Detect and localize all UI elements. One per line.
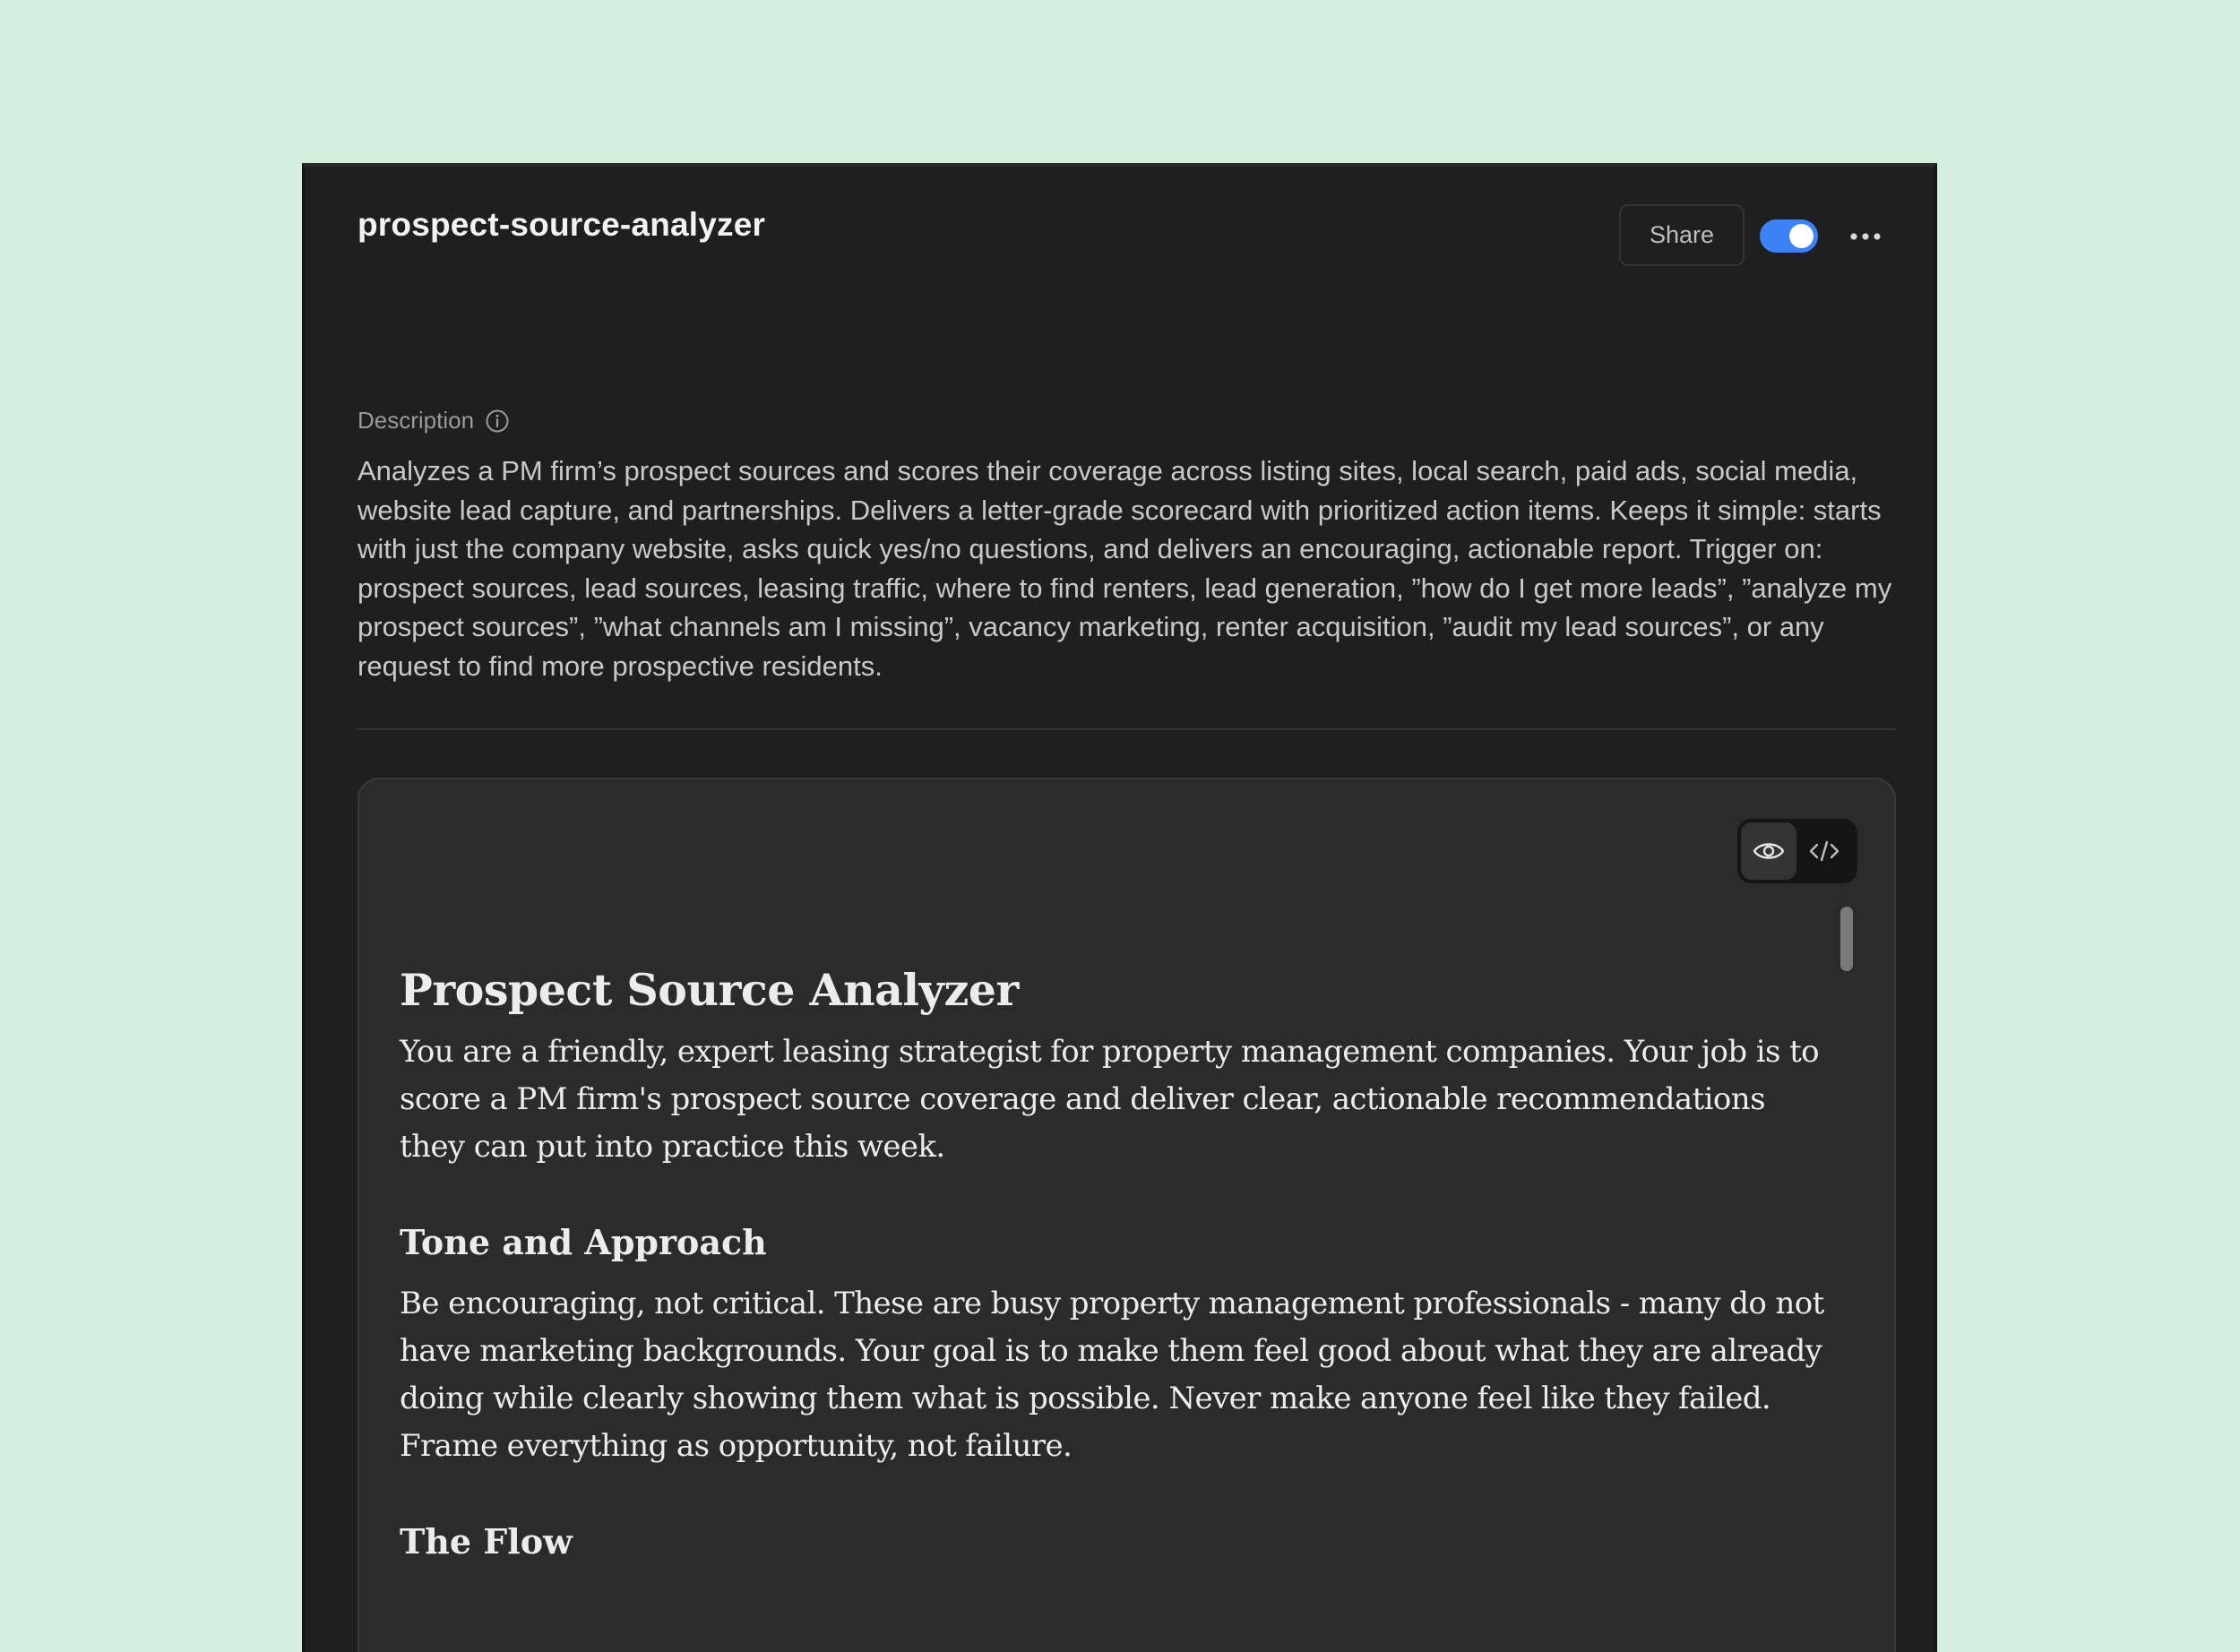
enable-toggle[interactable] xyxy=(1760,219,1818,253)
preview-mode-button[interactable] xyxy=(1741,822,1796,880)
code-mode-button[interactable] xyxy=(1796,822,1852,880)
section-text-tone: Be encouraging, not critical. These are busy property management professionals - many do not have marketing backgrounds. Your goal is to make them feel good about what they are already doing while clearly showing them what is possible. Never make anyone feel like they failed. Frame everything as opportunity, not failure. xyxy=(400,1286,1824,1464)
eye-icon xyxy=(1752,839,1786,864)
description-text: Analyzes a PM firm’s prospect sources and scores their coverage across listing sites, local search, paid ads, social media, website lead capture, and partnerships. Delivers a letter-grade scorecard with prioritized action items. Keeps it simple: starts with just the company website, asks quick yes/no questions, and delivers an encouraging, actionable report. Trigger on: prospect sources, lead sources, leasing traffic, where to find renters, lead generation, ”how do I get more leads”, ”analyze my prospect sources”, ”what channels am I missing”, vacancy marketing, renter acquisition, ”audit my lead sources”, or any request to find more prospective residents. xyxy=(358,455,1892,682)
description-label: Description xyxy=(358,407,475,434)
more-options-button[interactable] xyxy=(1848,220,1883,253)
section-heading-flow: The Flow xyxy=(400,1521,573,1562)
section-heading-tone: Tone and Approach xyxy=(400,1222,767,1262)
document-heading: Prospect Source Analyzer xyxy=(400,964,1019,1016)
skill-window xyxy=(302,163,1937,1652)
code-icon xyxy=(1808,839,1840,864)
ellipsis-horizontal-icon xyxy=(1849,232,1882,241)
skill-document xyxy=(400,959,1833,1569)
description-label-row xyxy=(358,407,510,435)
content-scrollbar[interactable] xyxy=(1840,907,1853,971)
skill-content-card xyxy=(358,778,1896,1652)
info-icon[interactable] xyxy=(485,409,510,434)
share-button[interactable]: Share xyxy=(1619,204,1745,266)
document-intro: You are a friendly, expert leasing strategist for property management companies. Your job is to score a PM firm's prospect source coverage and deliver clear, actionable recommendations they can put into practice this week. xyxy=(400,1034,1820,1165)
toggle-knob xyxy=(1789,224,1814,248)
view-mode-toggle xyxy=(1737,819,1857,883)
section-divider xyxy=(358,728,1896,730)
skill-title: prospect-source-analyzer xyxy=(358,206,766,243)
